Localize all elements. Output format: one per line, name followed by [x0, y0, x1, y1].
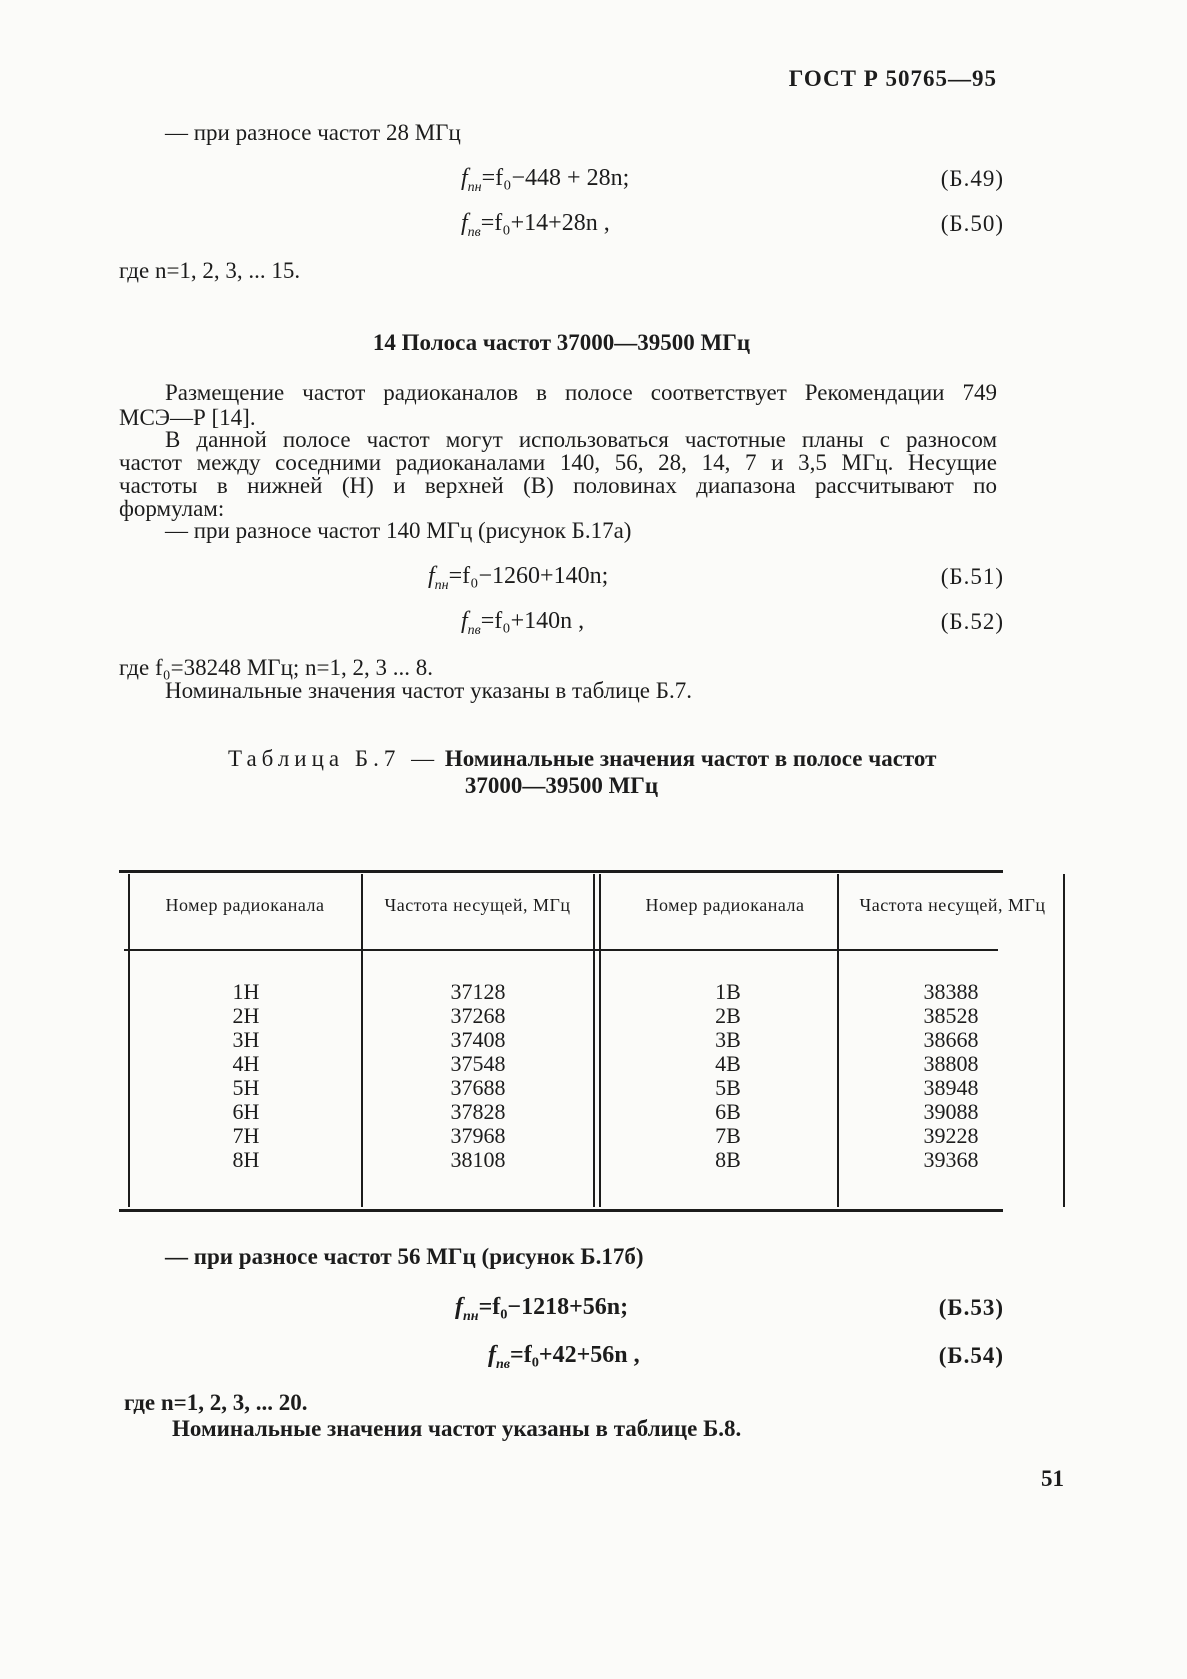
eq-subscript: пн	[467, 179, 482, 195]
equation-number-b50: (Б.50)	[940, 211, 1004, 236]
para2-line4: формулам:	[119, 496, 225, 521]
eq-lhs: f	[455, 1294, 463, 1320]
eq-subscript: пв	[467, 224, 481, 240]
equation-number-b52: (Б.52)	[940, 609, 1004, 634]
document-code: ГОСТ Р 50765—95	[788, 66, 997, 91]
eq-rhs: =f₀+14+28n ,	[480, 210, 610, 236]
eq-rhs: =f₀−448 + 28n;	[481, 165, 630, 191]
intro-28-mhz: — при разносе частот 28 МГц	[165, 120, 461, 145]
header-freq-left: Частота несущей, МГц	[384, 895, 571, 915]
intro-140-mhz: — при разносе частот 140 МГц (рисунок Б.17а)	[165, 518, 632, 543]
para1-line1: Размещение частот радиоканалов в полосе соответствует Рекомендации 749	[165, 380, 997, 405]
eq-lhs: f	[461, 608, 468, 634]
header-freq-right: Частота несущей, МГц	[859, 895, 1046, 915]
table-left-border	[128, 874, 130, 1207]
section-14-heading: 14 Полоса частот 37000—39500 МГц	[372, 330, 751, 355]
table-bottom-rule	[119, 1209, 1003, 1212]
where-f0: где f₀=38248 МГц; n=1, 2, 3 ... 8.	[119, 655, 434, 680]
eq-rhs: =f₀−1260+140n;	[448, 563, 609, 589]
equation-b51	[428, 563, 608, 594]
eq-rhs: =f₀+42+56n ,	[510, 1342, 640, 1368]
table-caption-line2: 37000—39500 МГц	[464, 773, 659, 798]
header-channel-right: Номер радиоканала	[645, 895, 805, 915]
eq-lhs: f	[488, 1342, 496, 1368]
para2-line2: частот между соседними радиоканалами 140, 56, 28, 14, 7 и 3,5 МГц. Несущие	[119, 450, 997, 475]
eq-lhs: f	[461, 165, 468, 191]
table-caption-prefix: Таблица Б.7 —	[228, 746, 440, 771]
column-freq-high: 38388 38528 38668 38808 38948 39088 39228 39368	[923, 979, 979, 1172]
table-col-divider-double-b	[599, 874, 601, 1207]
where-n-15: где n=1, 2, 3, ... 15.	[119, 258, 301, 283]
table-header-rule	[124, 949, 998, 951]
eq-subscript: пн	[463, 1308, 479, 1324]
table-col-divider-3	[837, 874, 839, 1207]
eq-lhs: f	[428, 563, 435, 589]
eq-lhs: f	[461, 210, 468, 236]
eq-subscript: пн	[434, 577, 449, 593]
table-b7-caption	[228, 746, 936, 771]
para2-line1: В данной полосе частот могут использоваться частотные планы с разносом	[165, 427, 997, 452]
equation-number-b51: (Б.51)	[940, 564, 1004, 589]
para1-line2: МСЭ—Р [14].	[119, 405, 256, 430]
eq-rhs: =f₀−1218+56n;	[478, 1294, 629, 1320]
equation-b49	[461, 165, 629, 196]
nominal-ref-b8: Номинальные значения частот указаны в таблице Б.8.	[172, 1416, 742, 1441]
para2-line3: частоты в нижней (Н) и верхней (В) половинах диапазона рассчитывают по	[119, 473, 997, 498]
table-col-divider-1	[361, 874, 363, 1207]
intro-56-mhz: — при разносе частот 56 МГц (рисунок Б.17б)	[165, 1244, 644, 1269]
column-freq-low: 37128 37268 37408 37548 37688 37828 37968 38108	[450, 979, 506, 1172]
column-channel-high: 1В 2В 3В 4В 5В 6В 7В 8В	[715, 979, 741, 1172]
equation-number-b54: (Б.54)	[938, 1343, 1004, 1368]
equation-b53	[455, 1294, 628, 1325]
column-channel-low: 1Н 2Н 3Н 4Н 5Н 6Н 7Н 8Н	[232, 979, 260, 1172]
header-channel-left: Номер радиоканала	[165, 895, 325, 915]
equation-b50	[461, 210, 610, 241]
equation-b52	[461, 608, 584, 639]
eq-subscript: пв	[496, 1356, 511, 1372]
table-col-divider-double-a	[593, 874, 595, 1207]
eq-subscript: пв	[467, 622, 481, 638]
table-caption-title: Номинальные значения частот в полосе частот	[444, 746, 937, 771]
table-top-rule	[119, 870, 1003, 873]
equation-b54	[488, 1342, 640, 1373]
page-number: 51	[1041, 1466, 1064, 1491]
table-right-border	[1063, 874, 1065, 1207]
equation-number-b49: (Б.49)	[940, 166, 1004, 191]
nominal-ref-b7: Номинальные значения частот указаны в таблице Б.7.	[165, 678, 692, 703]
where-n-20: где n=1, 2, 3, ... 20.	[124, 1390, 308, 1415]
equation-number-b53: (Б.53)	[938, 1295, 1004, 1320]
eq-rhs: =f₀+140n ,	[480, 608, 585, 634]
